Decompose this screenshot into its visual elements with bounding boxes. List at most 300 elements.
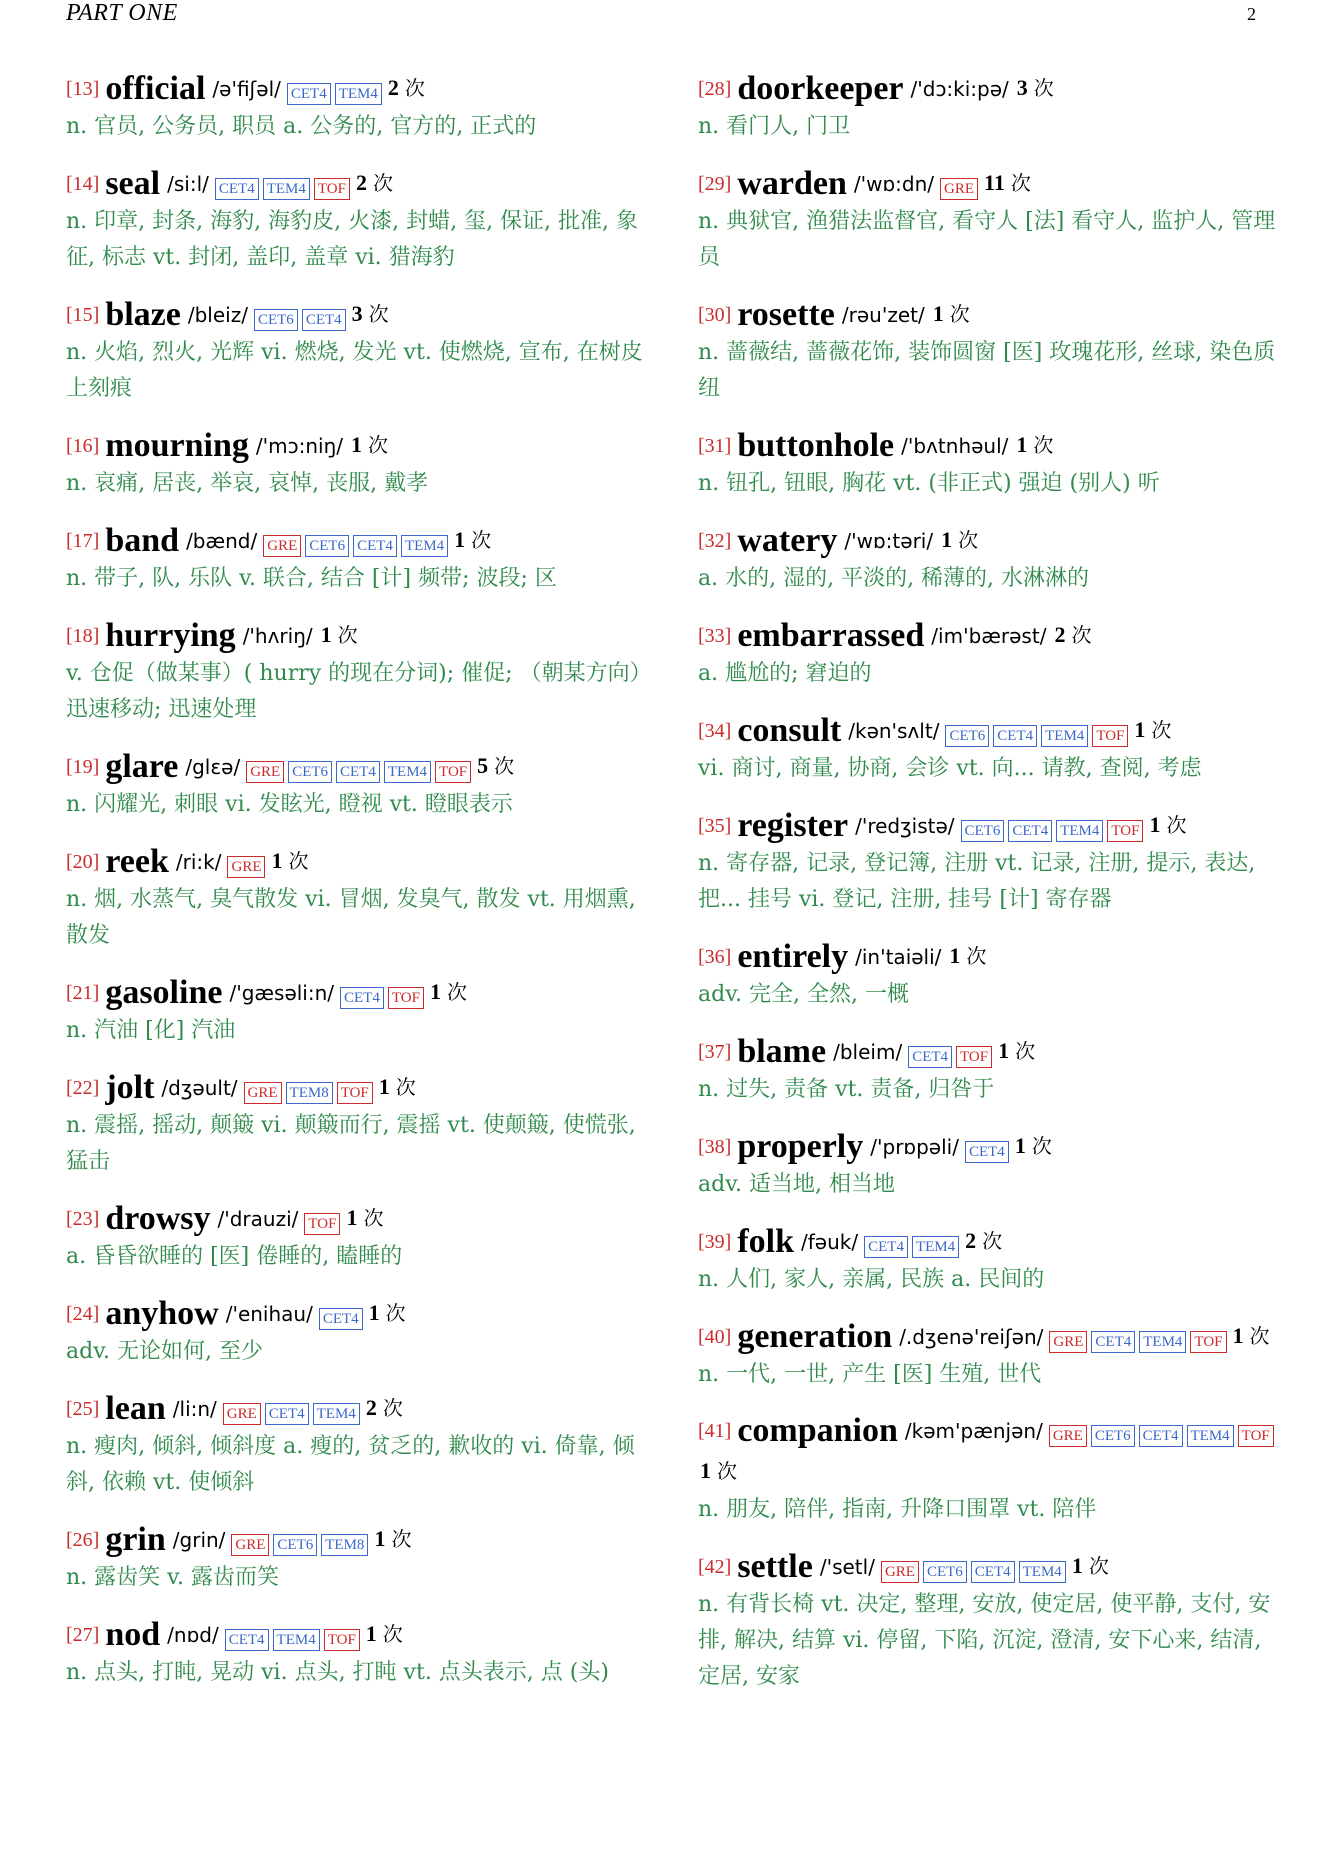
vocab-entry [66, 841, 646, 954]
exam-tag-tem4: TEM4 [313, 1403, 360, 1425]
frequency-unit: 次 [385, 1303, 406, 1325]
frequency [388, 68, 425, 109]
headword: jolt [105, 1069, 155, 1106]
headword: buttonhole [737, 427, 895, 464]
right-column [698, 68, 1278, 1695]
vocab-entry [698, 710, 1278, 787]
definition: n. 寄存器, 记录, 登记簿, 注册 vt. 记录, 注册, 提示, 表达, 把... 挂号 vi. 登记, 注册, 挂号 [计] 寄存器 [698, 851, 1256, 912]
frequency-unit: 次 [391, 1529, 412, 1551]
headword: settle [737, 1548, 813, 1585]
exam-tag-tof: TOF [1092, 725, 1128, 747]
frequency [356, 163, 393, 204]
frequency-count: 1 [998, 1038, 1010, 1063]
exam-tag-tof: TOF [324, 1629, 360, 1651]
phonetic: /'mɔ:niŋ/ [255, 434, 344, 458]
frequency-unit: 次 [395, 1077, 416, 1099]
vocab-entry [698, 163, 1278, 276]
vocab-entry [698, 936, 1278, 1013]
definition: n. 过失, 责备 vt. 责备, 归咎于 [698, 1077, 995, 1102]
frequency-unit: 次 [1031, 1136, 1052, 1158]
vocab-entry [698, 1126, 1278, 1203]
exam-tag-gre: GRE [223, 1403, 261, 1425]
exam-tag-gre: GRE [231, 1534, 269, 1556]
frequency [1017, 68, 1054, 109]
headword: glare [105, 748, 179, 785]
frequency-count: 1 [271, 848, 283, 873]
exam-tag-tem4: TEM4 [335, 83, 382, 105]
frequency-unit: 次 [1071, 625, 1092, 647]
entry-number: [42] [698, 1556, 732, 1578]
vocab-entry [698, 425, 1278, 502]
exam-tag-tem4: TEM4 [263, 178, 310, 200]
entry-headline [698, 163, 1278, 204]
entry-headline [698, 520, 1278, 561]
entry-number: [23] [66, 1208, 100, 1230]
headword: band [105, 522, 180, 559]
frequency-count: 1 [1232, 1323, 1244, 1348]
frequency-unit: 次 [337, 625, 358, 647]
frequency [352, 294, 389, 335]
entry-headline [698, 805, 1278, 846]
headword: generation [737, 1318, 893, 1355]
vocab-entry [698, 1031, 1278, 1108]
exam-tag-cet6: CET6 [273, 1534, 317, 1556]
frequency-count: 1 [320, 622, 332, 647]
entry-headline [698, 615, 1278, 656]
exam-tag-gre: GRE [881, 1561, 919, 1583]
frequency-count: 1 [346, 1205, 358, 1230]
frequency [321, 615, 358, 656]
frequency-unit: 次 [382, 1398, 403, 1420]
entry-number: [37] [698, 1041, 732, 1063]
vocab-entry [66, 1519, 646, 1596]
frequency-unit: 次 [1010, 173, 1031, 195]
headword: seal [105, 165, 161, 202]
exam-tag-tem4: TEM4 [1139, 1331, 1186, 1353]
frequency-unit: 次 [363, 1208, 384, 1230]
frequency [1015, 1126, 1052, 1167]
entry-headline [698, 710, 1278, 751]
frequency-count: 1 [365, 1621, 377, 1646]
frequency-count: 2 [387, 75, 399, 100]
phonetic: /'dɔ:ki:pə/ [910, 77, 1009, 101]
entry-headline [66, 746, 646, 787]
headword: hurrying [105, 617, 236, 654]
entry-headline [66, 68, 646, 109]
frequency [941, 520, 978, 561]
frequency-count: 1 [1149, 812, 1161, 837]
exam-tag-cet4: CET4 [1139, 1425, 1183, 1447]
frequency-count: 1 [454, 527, 466, 552]
frequency [965, 1221, 1002, 1262]
entry-number: [30] [698, 304, 732, 326]
exam-tag-cet4: CET4 [908, 1046, 952, 1068]
entry-number: [28] [698, 78, 732, 100]
exam-tag-cet6: CET6 [961, 820, 1005, 842]
part-title: PART ONE [66, 0, 178, 26]
exam-tag-tem4: TEM4 [1056, 820, 1103, 842]
entry-headline [698, 936, 1278, 977]
exam-tag-cet4: CET4 [336, 761, 380, 783]
exam-tag-tof: TOF [388, 987, 424, 1009]
exam-tag-gre: GRE [1049, 1331, 1087, 1353]
exam-tag-cet4: CET4 [265, 1403, 309, 1425]
phonetic: /'enihau/ [225, 1302, 313, 1326]
frequency-unit: 次 [1166, 815, 1187, 837]
frequency-unit: 次 [372, 173, 393, 195]
frequency [379, 1067, 416, 1108]
vocab-entry [66, 615, 646, 728]
entry-headline [66, 1067, 646, 1108]
entry-number: [35] [698, 815, 732, 837]
definition: n. 人们, 家人, 亲属, 民族 a. 民间的 [698, 1267, 1045, 1292]
definition: n. 钮孔, 钮眼, 胸花 vt. (非正式) 强迫 (别人) 听 [698, 471, 1160, 496]
frequency [351, 425, 388, 466]
definition: n. 蔷薇结, 蔷薇花饰, 装饰圆窗 [医] 玫瑰花形, 丝球, 染色质纽 [698, 340, 1276, 401]
frequency-unit: 次 [446, 982, 467, 1004]
entry-headline [66, 520, 646, 561]
vocab-entry [66, 1067, 646, 1180]
entry-number: [32] [698, 530, 732, 552]
exam-tag-cet4: CET4 [353, 535, 397, 557]
frequency-unit: 次 [471, 530, 492, 552]
frequency-unit: 次 [966, 946, 987, 968]
definition: n. 震摇, 摇动, 颠簸 vi. 颠簸而行, 震摇 vt. 使颠簸, 使慌张, 猛击 [66, 1113, 636, 1174]
exam-tag-cet4: CET4 [287, 83, 331, 105]
vocab-entry [698, 615, 1278, 692]
definition: n. 烟, 水蒸气, 臭气散发 vi. 冒烟, 发臭气, 散发 vt. 用烟熏, 散发 [66, 887, 636, 948]
frequency [271, 841, 308, 882]
definition: n. 哀痛, 居丧, 举哀, 哀悼, 丧服, 戴孝 [66, 471, 429, 496]
frequency-unit: 次 [1249, 1326, 1270, 1348]
frequency-count: 1 [351, 432, 363, 457]
exam-tag-cet6: CET6 [254, 309, 298, 331]
headword: reek [105, 843, 169, 880]
exam-tag-tof: TOF [304, 1213, 340, 1235]
entry-headline [698, 1126, 1278, 1167]
entry-number: [18] [66, 625, 100, 647]
exam-tag-tem4: TEM4 [1187, 1425, 1234, 1447]
exam-tag-tof: TOF [956, 1046, 992, 1068]
entry-number: [19] [66, 756, 100, 778]
phonetic: /'setl/ [819, 1555, 875, 1579]
entry-headline [66, 972, 646, 1013]
phonetic: /'bʌtnhəul/ [901, 434, 1009, 458]
frequency [1054, 615, 1091, 656]
entry-number: [17] [66, 530, 100, 552]
exam-tag-cet4: CET4 [215, 178, 259, 200]
definition: n. 汽油 [化] 汽油 [66, 1018, 236, 1043]
definition: n. 典狱官, 渔猎法监督官, 看守人 [法] 看守人, 监护人, 管理员 [698, 209, 1276, 270]
frequency [1072, 1546, 1109, 1587]
definition: n. 闪耀光, 刺眼 vi. 发眩光, 瞪视 vt. 瞪眼表示 [66, 792, 513, 817]
frequency-count: 1 [374, 1526, 386, 1551]
exam-tag-gre: GRE [244, 1082, 282, 1104]
entry-number: [39] [698, 1231, 732, 1253]
entry-headline [66, 615, 646, 656]
headword: doorkeeper [737, 70, 904, 107]
vocab-entry [698, 1411, 1278, 1528]
entry-number: [16] [66, 435, 100, 457]
entry-number: [29] [698, 173, 732, 195]
phonetic: /li:n/ [172, 1397, 217, 1421]
definition: n. 火焰, 烈火, 光辉 vi. 燃烧, 发光 vt. 使燃烧, 宣布, 在树皮上刻痕 [66, 340, 643, 401]
headword: mourning [105, 427, 249, 464]
frequency-unit: 次 [949, 304, 970, 326]
headword: grin [105, 1521, 166, 1558]
exam-tag-cet4: CET4 [965, 1141, 1009, 1163]
headword: consult [737, 712, 842, 749]
exam-tag-tem8: TEM8 [321, 1534, 368, 1556]
vocab-entry [698, 1316, 1278, 1393]
exam-tag-cet4: CET4 [1008, 820, 1052, 842]
vocab-entry [698, 1221, 1278, 1298]
entry-headline [698, 1221, 1278, 1262]
frequency-count: 1 [368, 1300, 380, 1325]
phonetic: /in'taiəli/ [855, 945, 942, 969]
entry-headline [66, 1293, 646, 1334]
frequency-count: 1 [1134, 717, 1146, 742]
entry-number: [13] [66, 78, 100, 100]
entry-number: [15] [66, 304, 100, 326]
frequency-count: 1 [700, 1458, 711, 1483]
frequency-count: 1 [429, 979, 441, 1004]
phonetic: /nɒd/ [167, 1623, 219, 1647]
entry-headline [66, 1614, 646, 1655]
frequency-unit: 次 [958, 530, 979, 552]
headword: nod [105, 1616, 161, 1653]
phonetic: /kəm'pænjən/ [904, 1419, 1043, 1443]
exam-tag-tem4: TEM4 [1019, 1561, 1066, 1583]
definition: n. 印章, 封条, 海豹, 海豹皮, 火漆, 封蜡, 玺, 保证, 批准, 象征, 标志 vt. 封闭, 盖印, 盖章 vi. 猎海豹 [66, 209, 639, 270]
vocab-entry [66, 294, 646, 407]
headword: properly [737, 1128, 864, 1165]
entry-number: [38] [698, 1136, 732, 1158]
frequency-count: 1 [1071, 1553, 1083, 1578]
frequency-count: 2 [965, 1228, 977, 1253]
headword: companion [737, 1412, 898, 1449]
exam-tag-cet4: CET4 [319, 1308, 363, 1330]
entry-number: [40] [698, 1326, 732, 1348]
headword: gasoline [105, 974, 223, 1011]
exam-tag-tof: TOF [1107, 820, 1143, 842]
exam-tag-tof: TOF [1190, 1331, 1226, 1353]
frequency-count: 11 [984, 170, 1005, 195]
frequency-count: 1 [949, 943, 961, 968]
frequency-count: 1 [1014, 1133, 1026, 1158]
phonetic: /glɛə/ [185, 755, 241, 779]
frequency [984, 163, 1031, 204]
definition: n. 一代, 一世, 产生 [医] 生殖, 世代 [698, 1362, 1042, 1387]
frequency-unit: 次 [982, 1231, 1003, 1253]
exam-tag-cet6: CET6 [945, 725, 989, 747]
frequency-count: 2 [365, 1395, 377, 1420]
definition: n. 露齿笑 v. 露齿而笑 [66, 1565, 279, 1590]
frequency-count: 1 [932, 301, 944, 326]
entry-headline [66, 1198, 646, 1239]
exam-tag-tof: TOF [1238, 1425, 1274, 1447]
headword: anyhow [105, 1295, 219, 1332]
vocab-entry [66, 163, 646, 276]
entry-headline [698, 1316, 1278, 1357]
headword: drowsy [105, 1200, 211, 1237]
frequency-unit: 次 [382, 1624, 403, 1646]
exam-tag-tem4: TEM4 [401, 535, 448, 557]
definition: vi. 商讨, 商量, 协商, 会诊 vt. 向... 请教, 查阅, 考虑 [698, 756, 1202, 781]
definition: a. 昏昏欲睡的 [医] 倦睡的, 瞌睡的 [66, 1244, 403, 1269]
frequency-count: 2 [1054, 622, 1066, 647]
vocab-entry [66, 972, 646, 1049]
entry-number: [34] [698, 720, 732, 742]
headword: blame [737, 1033, 827, 1070]
definition: n. 带子, 队, 乐队 v. 联合, 结合 [计] 频带; 波段; 区 [66, 566, 557, 591]
page-number: 2 [1247, 4, 1256, 24]
frequency [933, 294, 970, 335]
phonetic: /'wɒ:təri/ [844, 529, 934, 553]
exam-tag-cet4: CET4 [302, 309, 346, 331]
vocab-entry [66, 746, 646, 823]
frequency-unit: 次 [717, 1461, 737, 1483]
phonetic: /fəuk/ [801, 1230, 859, 1254]
frequency-count: 1 [941, 527, 953, 552]
phonetic: /grin/ [172, 1528, 226, 1552]
entry-headline [66, 425, 646, 466]
definition: n. 有背长椅 vt. 决定, 整理, 安放, 使定居, 使平静, 支付, 安排, 解决, 结算 vi. 停留, 下陷, 沉淀, 澄清, 安下心来, 结清, 定居, 安家 [698, 1592, 1271, 1689]
exam-tag-tem4: TEM4 [912, 1236, 959, 1258]
frequency-unit: 次 [1151, 720, 1172, 742]
frequency-count: 1 [378, 1074, 390, 1099]
phonetic: /'gæsəli:n/ [229, 981, 335, 1005]
definition: n. 看门人, 门卫 [698, 114, 851, 139]
definition: a. 尴尬的; 窘迫的 [698, 661, 872, 686]
definition: v. 仓促（做某事）( hurry 的现在分词); 催促; （朝某方向）迅速移动; 迅速处理 [66, 661, 641, 722]
exam-tag-cet4: CET4 [993, 725, 1037, 747]
definition: adv. 适当地, 相当地 [698, 1172, 895, 1197]
frequency-unit: 次 [368, 304, 389, 326]
frequency [366, 1388, 403, 1429]
frequency [998, 1031, 1035, 1072]
entry-headline [698, 294, 1278, 335]
vocab-entry [66, 520, 646, 597]
entry-headline [698, 425, 1278, 466]
phonetic: /bleim/ [833, 1040, 903, 1064]
phonetic: /'prɒpəli/ [870, 1135, 959, 1159]
exam-tag-cet4: CET4 [340, 987, 384, 1009]
exam-tag-cet4: CET4 [864, 1236, 908, 1258]
frequency [700, 1451, 737, 1492]
exam-tag-gre: GRE [263, 535, 301, 557]
exam-tag-tof: TOF [435, 761, 471, 783]
exam-tag-cet6: CET6 [1091, 1425, 1135, 1447]
entry-number: [41] [698, 1420, 732, 1442]
headword: embarrassed [737, 617, 925, 654]
exam-tag-gre: GRE [940, 178, 978, 200]
headword: watery [737, 522, 838, 559]
frequency [366, 1614, 403, 1655]
exam-tag-cet4: CET4 [971, 1561, 1015, 1583]
frequency [1149, 805, 1186, 846]
frequency [374, 1519, 411, 1560]
entry-number: [36] [698, 946, 732, 968]
phonetic: /'hʌriŋ/ [242, 624, 313, 648]
entry-number: [27] [66, 1624, 100, 1646]
frequency-count: 5 [477, 753, 489, 778]
vocab-entry [698, 294, 1278, 407]
exam-tag-tem4: TEM4 [273, 1629, 320, 1651]
exam-tag-cet4: CET4 [225, 1629, 269, 1651]
phonetic: /kən'sʌlt/ [848, 719, 940, 743]
frequency-unit: 次 [1033, 78, 1054, 100]
phonetic: /rəu'zet/ [841, 303, 925, 327]
vocab-entry [66, 1198, 646, 1275]
entry-headline [66, 841, 646, 882]
definition: n. 点头, 打盹, 晃动 vi. 点头, 打盹 vt. 点头表示, 点 (头) [66, 1660, 609, 1685]
entry-headline [66, 1519, 646, 1560]
phonetic: /ri:k/ [175, 850, 222, 874]
frequency-unit: 次 [494, 756, 515, 778]
exam-tag-cet6: CET6 [305, 535, 349, 557]
frequency [454, 520, 491, 561]
entry-headline [698, 68, 1278, 109]
headword: register [737, 807, 849, 844]
phonetic: /'redʒistə/ [855, 814, 955, 838]
phonetic: /dʒəult/ [161, 1076, 238, 1100]
definition: a. 水的, 湿的, 平淡的, 稀薄的, 水淋淋的 [698, 566, 1090, 591]
entry-number: [26] [66, 1529, 100, 1551]
definition: n. 官员, 公务员, 职员 a. 公务的, 官方的, 正式的 [66, 114, 537, 139]
frequency [1134, 710, 1171, 751]
entry-number: [25] [66, 1398, 100, 1420]
exam-tag-tem4: TEM4 [1041, 725, 1088, 747]
phonetic: /.dʒenə'reiʃən/ [899, 1325, 1044, 1349]
frequency-unit: 次 [404, 78, 425, 100]
phonetic: /bænd/ [186, 529, 258, 553]
definition: adv. 无论如何, 至少 [66, 1339, 263, 1364]
frequency-count: 3 [351, 301, 363, 326]
vocab-entry [698, 520, 1278, 597]
phonetic: /ə'fiʃəl/ [212, 77, 281, 101]
frequency-unit: 次 [1015, 1041, 1036, 1063]
frequency [1016, 425, 1053, 466]
exam-tag-gre: GRE [227, 856, 265, 878]
headword: official [105, 70, 206, 107]
vocab-entry [66, 1388, 646, 1501]
frequency-unit: 次 [1033, 435, 1054, 457]
entry-headline [66, 163, 646, 204]
frequency-count: 2 [355, 170, 367, 195]
headword: folk [737, 1223, 795, 1260]
headword: warden [737, 165, 847, 202]
exam-tag-gre: GRE [246, 761, 284, 783]
phonetic: /'drauzi/ [217, 1207, 299, 1231]
vocab-entry [66, 1293, 646, 1370]
entry-number: [31] [698, 435, 732, 457]
exam-tag-cet4: CET4 [1091, 1331, 1135, 1353]
entry-headline [698, 1411, 1278, 1492]
exam-tag-tof: TOF [314, 178, 350, 200]
vocab-entry [66, 68, 646, 145]
vocab-entry [66, 1614, 646, 1691]
phonetic: /si:l/ [167, 172, 209, 196]
frequency-count: 3 [1016, 75, 1028, 100]
headword: lean [105, 1390, 166, 1427]
vocab-entry [698, 1546, 1278, 1695]
headword: entirely [737, 938, 849, 975]
frequency [477, 746, 514, 787]
definition: n. 朋友, 陪伴, 指南, 升降口围罩 vt. 陪伴 [698, 1497, 1097, 1522]
entry-headline [698, 1546, 1278, 1587]
entry-headline [66, 294, 646, 335]
